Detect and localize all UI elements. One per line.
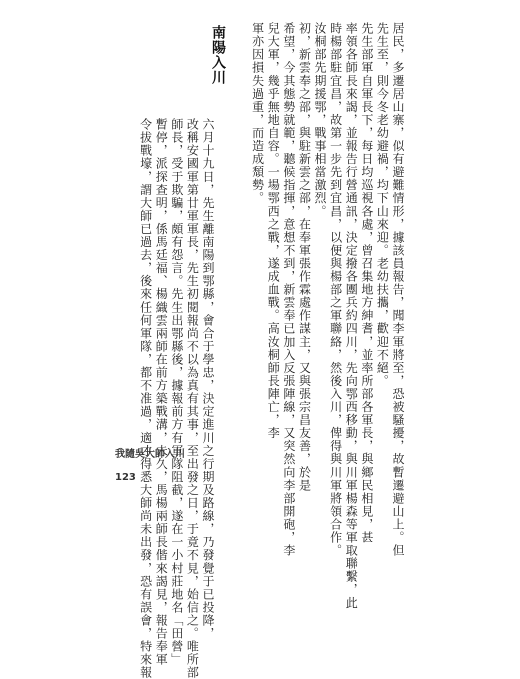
text-column: 居民，多遷居山寨，似有避難情形，據該員報告，聞李軍將至，恐被騷擾，故暫遷避山上。但: [391, 22, 405, 558]
page-number: 123: [115, 472, 136, 483]
book-title: 我隨吳大帥入川: [115, 449, 185, 460]
text-column: 師長，受于欺騙，頗有怨言。先生出鄂縣後，據報前方有軍隊阻截，遂在一小村莊地名「田營」: [169, 118, 184, 667]
top-text-block: [249, 22, 405, 610]
text-column: 改稱安國軍第廿軍軍長，先生初閱報尚不以為真有其事，至出發之日，于竟不見，始信之。唯所部: [185, 118, 200, 679]
text-column: 兒大軍，幾乎無地自容。一場鄂西之戰，遂成血戰。高汝桐師長陣亡，李: [266, 22, 281, 440]
text-column: 暫停，派探查明，係馬廷福、楊織雲兩師在前方築戰溝，未久，馬楊兩師長偕來謁見，報告奉軍: [154, 118, 169, 667]
text-column: 時楊部駐宜昌，故第一步先到宜昌，以便與楊部之軍聯絡，然後入川，俾得與川軍將領合作。: [328, 22, 343, 558]
text-column: 軍亦因損失過重，而造成頹勢。: [250, 22, 265, 205]
text-column: 率領各師長來謁，並報告行營通訊，決定撥各團兵約四川，先向鄂西移動，與川軍楊森等軍取聯繫，此: [344, 22, 359, 610]
text-column: 令拔戰壕，謂大師已過去，後來任何軍隊，都不准過，適才得悉大師尚未出發，恐有誤會，特來報: [138, 118, 153, 679]
text-column: 希望，今其態勢就範，聽候指揮，意想不到，新雲奉已加入反張陣線，又突然向李部開砲，李: [281, 22, 296, 558]
text-column: 先生部軍自軍長下，每日均巡視各處，曾召集地方紳耆，並率所部各軍長，與鄉民相見，甚: [359, 22, 374, 544]
section-heading: 南陽入川: [210, 25, 226, 85]
text-column: 汝桐部先期援鄂，戰事相當激烈。: [313, 22, 328, 218]
text-column: 先生至，則今冬老幼避禍，均下山來迎。老幼扶攜，歡迎不絕。: [375, 22, 390, 388]
text-column: 六月十九日，先生離南陽到鄂縣，會合于學忠，決定進川之行期及路線，乃發覺于已投降，: [201, 118, 215, 640]
text-column: 初，新雲奉之部，與駐新雲之部，在奉軍張作霖處作謀主，又與張宗昌友善，於是: [297, 22, 312, 492]
